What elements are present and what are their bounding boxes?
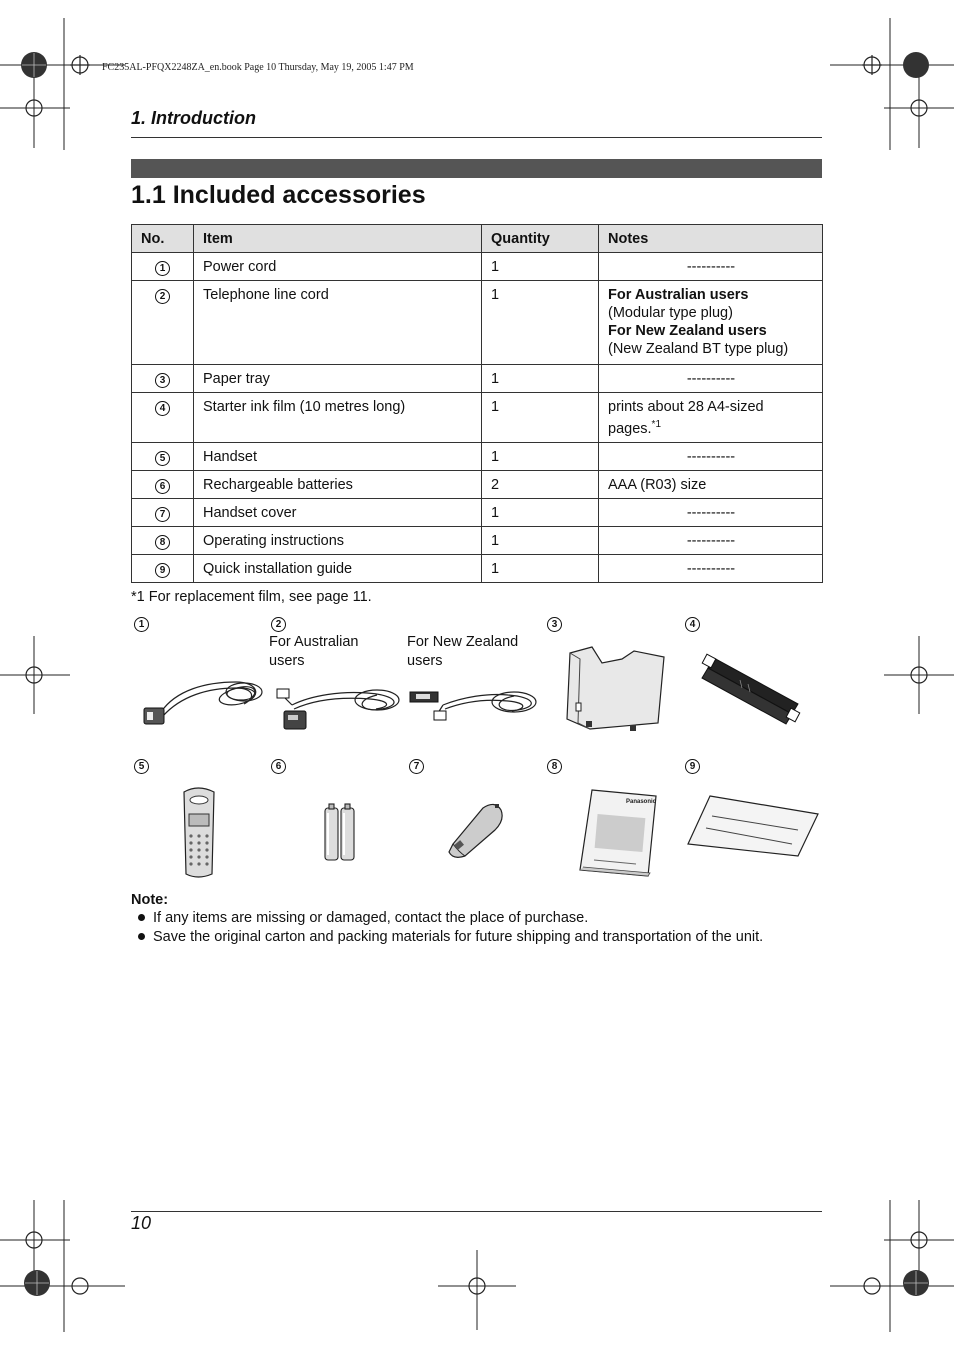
handset-illustration — [178, 786, 220, 880]
table-row — [132, 442, 823, 470]
item-number: 4 — [155, 401, 170, 416]
figure-number-9: 9 — [685, 759, 700, 774]
bullet-icon — [138, 914, 145, 921]
note-bullet — [138, 910, 588, 926]
note-text: Save the original carton and packing materials for future shipping and transportation of the unit. — [153, 929, 764, 945]
header-rule — [131, 137, 822, 138]
header-item: Item — [194, 225, 482, 253]
item-number: 3 — [155, 373, 170, 388]
handset-cover-illustration — [445, 800, 507, 860]
item-name: Paper tray — [194, 365, 482, 393]
notes-nz-label: For New Zealand users — [608, 323, 767, 339]
item-name: Handset — [194, 442, 482, 470]
figure-number-5: 5 — [134, 759, 149, 774]
table-row — [132, 498, 823, 526]
notes-text: prints about 28 A4-sized pages. — [608, 399, 764, 437]
accessories-table — [131, 224, 823, 583]
batteries-illustration — [322, 803, 358, 863]
notes-au-text: (Modular type plug) — [608, 305, 733, 321]
note-text: If any items are missing or damaged, contact the place of purchase. — [153, 910, 589, 926]
ink-film-illustration — [700, 652, 805, 730]
quick-guide-illustration — [686, 792, 820, 858]
header-quantity: Quantity — [482, 225, 599, 253]
figure-number-3: 3 — [547, 617, 562, 632]
item-quantity: 1 — [482, 498, 599, 526]
item-name: Quick installation guide — [194, 554, 482, 582]
au-telephone-cord-illustration — [272, 675, 407, 737]
item-notes — [599, 393, 823, 443]
item-quantity: 1 — [482, 281, 599, 365]
nz-users-label: For New Zealand users — [407, 634, 519, 669]
item-notes — [599, 281, 823, 365]
item-number: 6 — [155, 479, 170, 494]
power-cord-illustration — [136, 670, 266, 735]
title-bar — [131, 159, 822, 178]
footnote: *1 For replacement film, see page 11. — [131, 589, 372, 605]
item-notes: AAA (R03) size — [599, 470, 823, 498]
note-heading: Note: — [131, 892, 169, 908]
footer-rule — [131, 1211, 822, 1212]
nz-telephone-cord-illustration — [408, 675, 543, 737]
item-quantity: 1 — [482, 365, 599, 393]
table-row — [132, 470, 823, 498]
table-header-row — [132, 225, 823, 253]
item-notes: ---------- — [599, 526, 823, 554]
item-name: Telephone line cord — [194, 281, 482, 365]
item-notes: ---------- — [599, 554, 823, 582]
item-number: 1 — [155, 261, 170, 276]
item-name: Rechargeable batteries — [194, 470, 482, 498]
table-row — [132, 554, 823, 582]
section-heading: 1. Introduction — [131, 108, 256, 128]
item-name: Operating instructions — [194, 526, 482, 554]
table-row — [132, 526, 823, 554]
item-number: 7 — [155, 507, 170, 522]
figure-number-4: 4 — [685, 617, 700, 632]
item-quantity: 1 — [482, 554, 599, 582]
figure-number-2: 2 — [271, 617, 286, 632]
header-no: No. — [132, 225, 194, 253]
header-notes: Notes — [599, 225, 823, 253]
item-number: 2 — [155, 289, 170, 304]
item-notes: ---------- — [599, 365, 823, 393]
crop-info: FC235AL-PFQX2248ZA_en.book Page 10 Thursday, May 19, 2005 1:47 PM — [102, 62, 414, 73]
item-quantity: 1 — [482, 393, 599, 443]
item-number: 5 — [155, 451, 170, 466]
figure-number-1: 1 — [134, 617, 149, 632]
item-quantity: 2 — [482, 470, 599, 498]
table-row — [132, 393, 823, 443]
page-number: 10 — [131, 1213, 152, 1233]
item-name: Power cord — [194, 253, 482, 281]
footnote-ref: *1 — [651, 419, 661, 430]
table-row — [132, 253, 823, 281]
figure-number-8: 8 — [547, 759, 562, 774]
paper-tray-illustration — [562, 643, 667, 735]
note-bullet — [138, 929, 763, 945]
item-quantity: 1 — [482, 526, 599, 554]
brand-logo: Panasonic — [626, 799, 657, 805]
item-notes: ---------- — [599, 498, 823, 526]
item-quantity: 1 — [482, 442, 599, 470]
page-title: 1.1 Included accessories — [131, 181, 426, 209]
item-quantity: 1 — [482, 253, 599, 281]
notes-nz-text: (New Zealand BT type plug) — [608, 341, 789, 357]
item-notes: ---------- — [599, 253, 823, 281]
au-users-label: For Australian users — [269, 634, 359, 669]
figure-number-6: 6 — [271, 759, 286, 774]
item-number: 9 — [155, 563, 170, 578]
table-row — [132, 281, 823, 365]
item-name: Starter ink film (10 metres long) — [194, 393, 482, 443]
item-notes: ---------- — [599, 442, 823, 470]
figure-number-7: 7 — [409, 759, 424, 774]
bullet-icon — [138, 933, 145, 940]
table-row — [132, 365, 823, 393]
item-name: Handset cover — [194, 498, 482, 526]
operating-instructions-illustration — [576, 786, 660, 878]
notes-au-label: For Australian users — [608, 287, 749, 303]
item-number: 8 — [155, 535, 170, 550]
